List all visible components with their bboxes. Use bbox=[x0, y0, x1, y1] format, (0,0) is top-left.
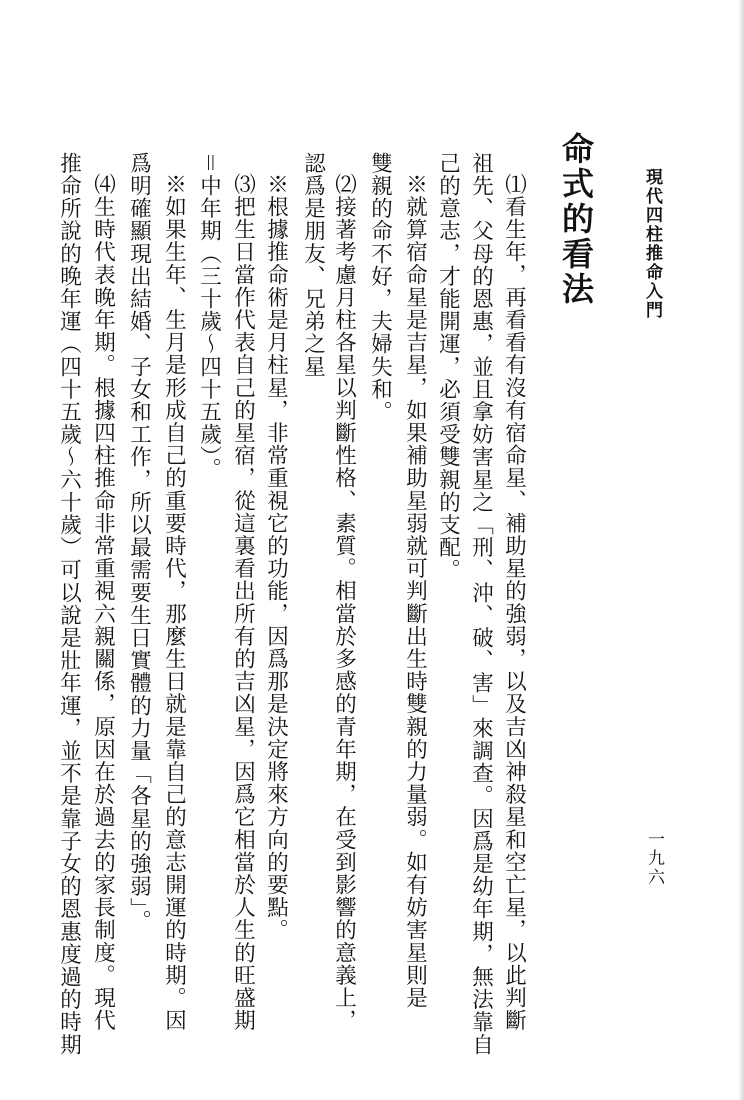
text-column: ⑷生時代表晚年期。根據四柱推命非常重視六親關係，原因在於過去的家長制度。現代 bbox=[90, 173, 116, 1032]
text-column: ＝中年期（三十歲～四十五歲）。 bbox=[196, 152, 222, 481]
text-column: ⑵接著考慮月柱各星以判斷性格、素質。相當於多感的青年期，在受到影響的意義上， bbox=[331, 173, 357, 1032]
page-edge-shadow bbox=[738, 0, 744, 1100]
running-head: 現代四柱推命入門 bbox=[642, 168, 662, 320]
text-column: ⑶把生日當作代表自己的星宿，從這裏看出所有的吉凶星，因爲它相當於人生的旺盛期 bbox=[230, 173, 256, 1032]
text-column: ⑴看生年，再看看有沒有宿命星、補助星的強弱，以及吉凶神殺星和空亡星，以此判斷 bbox=[501, 173, 527, 1032]
text-column: 祖先、父母的恩惠，並且拿妨害星之「刑、沖、破、害」來調查。因爲是幼年期，無法靠自 bbox=[468, 152, 494, 1056]
text-column: ※根據推命術是月柱星，非常重視它的功能，因爲那是決定將來方向的要點。 bbox=[263, 173, 289, 942]
page-number: 一九六 bbox=[644, 830, 664, 887]
text-column: 雙親的命不好，夫婦失和。 bbox=[367, 152, 393, 424]
text-column: ※如果生年、生月是形成自己的重要時代，那麼生日就是靠自己的意志開運的時期。因 bbox=[161, 173, 187, 1032]
text-column: 認爲是朋友、兄弟之星 bbox=[300, 152, 326, 378]
text-column: 己的意志，才能開運，必須受雙親的支配。 bbox=[435, 152, 461, 582]
section-title: 命式的看法 bbox=[557, 132, 595, 307]
text-column: ※就算宿命星是吉星，如果補助星弱就可判斷出生時雙親的力量弱。如有妨害星則是 bbox=[402, 173, 428, 1010]
text-column: 推命所說的晚年運（四十五歲～六十歲）可以說是壯年運，並不是靠子女的恩惠度過的時期 bbox=[56, 152, 82, 1056]
text-column: 爲明確顯現出結婚、子女和工作，所以最需要生日實體的力量「各星的強弱」。 bbox=[126, 152, 152, 933]
